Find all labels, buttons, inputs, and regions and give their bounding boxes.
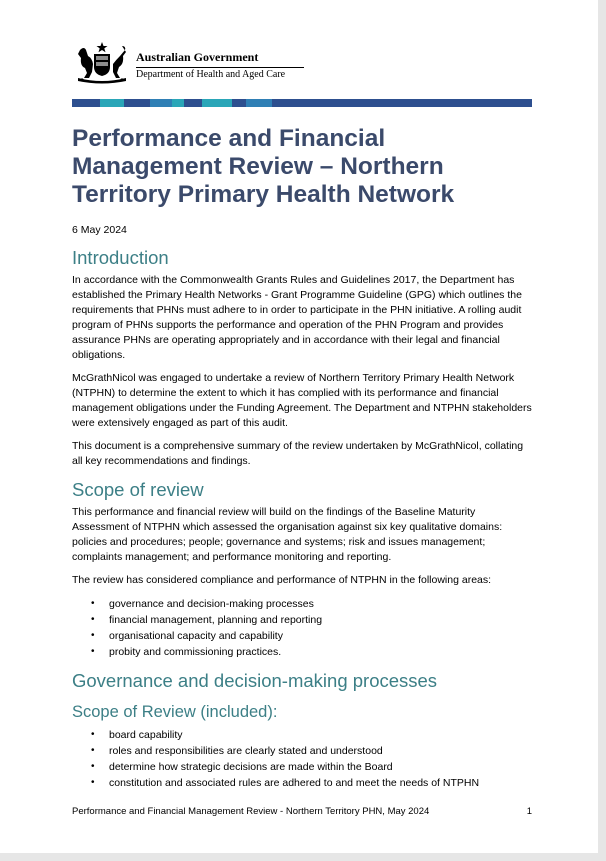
viewer-background	[0, 853, 606, 861]
government-name: Australian Government	[136, 50, 259, 64]
document-body	[72, 125, 532, 799]
document-date: 6 May 2024	[72, 224, 127, 236]
list-item: • organisational capacity and capability	[109, 628, 532, 644]
government-logo	[72, 40, 312, 84]
decorative-stripe	[72, 99, 532, 107]
page-footer	[72, 806, 532, 818]
governance-scope-list	[72, 727, 532, 791]
list-item: • governance and decision-making processes	[109, 596, 532, 612]
section-heading-introduction: Introduction	[72, 247, 169, 268]
list-item: • probity and commissioning practices.	[109, 644, 532, 660]
paragraph: The review has considered compliance and performance of NTPHN in the following areas:	[72, 574, 492, 586]
list-item: • board capability	[109, 727, 532, 743]
header-divider	[136, 67, 304, 68]
subsection-heading-scope-included: Scope of Review (included):	[72, 703, 278, 721]
viewer-background	[598, 0, 606, 861]
section-heading-governance: Governance and decision-making processes	[72, 670, 438, 691]
list-item: • roles and responsibilities are clearly stated and understood	[109, 743, 532, 759]
footer-text: Performance and Financial Management Review - Northern Territory PHN, May 2024	[72, 806, 430, 817]
paragraph: In accordance with the Commonwealth Grants Rules and Guidelines 2017, the Department has established the Primary Health Networks - Grant Programme Guideline (GPG) which outlines the requirements that PHNs must adhere to in order to participate in the PHN initiative. A rolling audit program of PHNs supports the performance and operation of the PHN Program and provides assurance PHNs are operating appropriately and in accordance with their legal and financial obligations.	[72, 274, 522, 361]
paragraph: McGrathNicol was engaged to undertake a review of Northern Territory Primary Health Network (NTPHN) to determine the extent to which it has complied with its performance and financial management obligations under the Funding Agreement. The Department and NTPHN stakeholders were extensively engaged as part of this audit.	[72, 372, 532, 429]
list-item: • constitution and associated rules are adhered to and meet the needs of NTPHN	[109, 775, 532, 791]
scope-areas-list	[72, 596, 532, 660]
list-item: • determine how strategic decisions are made within the Board	[109, 759, 532, 775]
coat-of-arms-icon	[72, 40, 132, 84]
document-title: Performance and Financial Management Review – Northern Territory Primary Health Network	[72, 125, 455, 208]
department-name: Department of Health and Aged Care	[136, 69, 286, 80]
paragraph: This performance and financial review will build on the findings of the Baseline Maturity Assessment of NTPHN which assessed the organisation against six key qualitative domains: policies and procedures; people; governance and systems; risk and issues management; complaints management; and performance monitoring and reporting.	[72, 506, 503, 563]
paragraph: This document is a comprehensive summary of the review undertaken by McGrathNicol, collating all key recommendations and findings.	[72, 440, 524, 467]
section-heading-scope: Scope of review	[72, 479, 204, 500]
page-number: 1	[526, 806, 532, 817]
list-item: • financial management, planning and reporting	[109, 612, 532, 628]
